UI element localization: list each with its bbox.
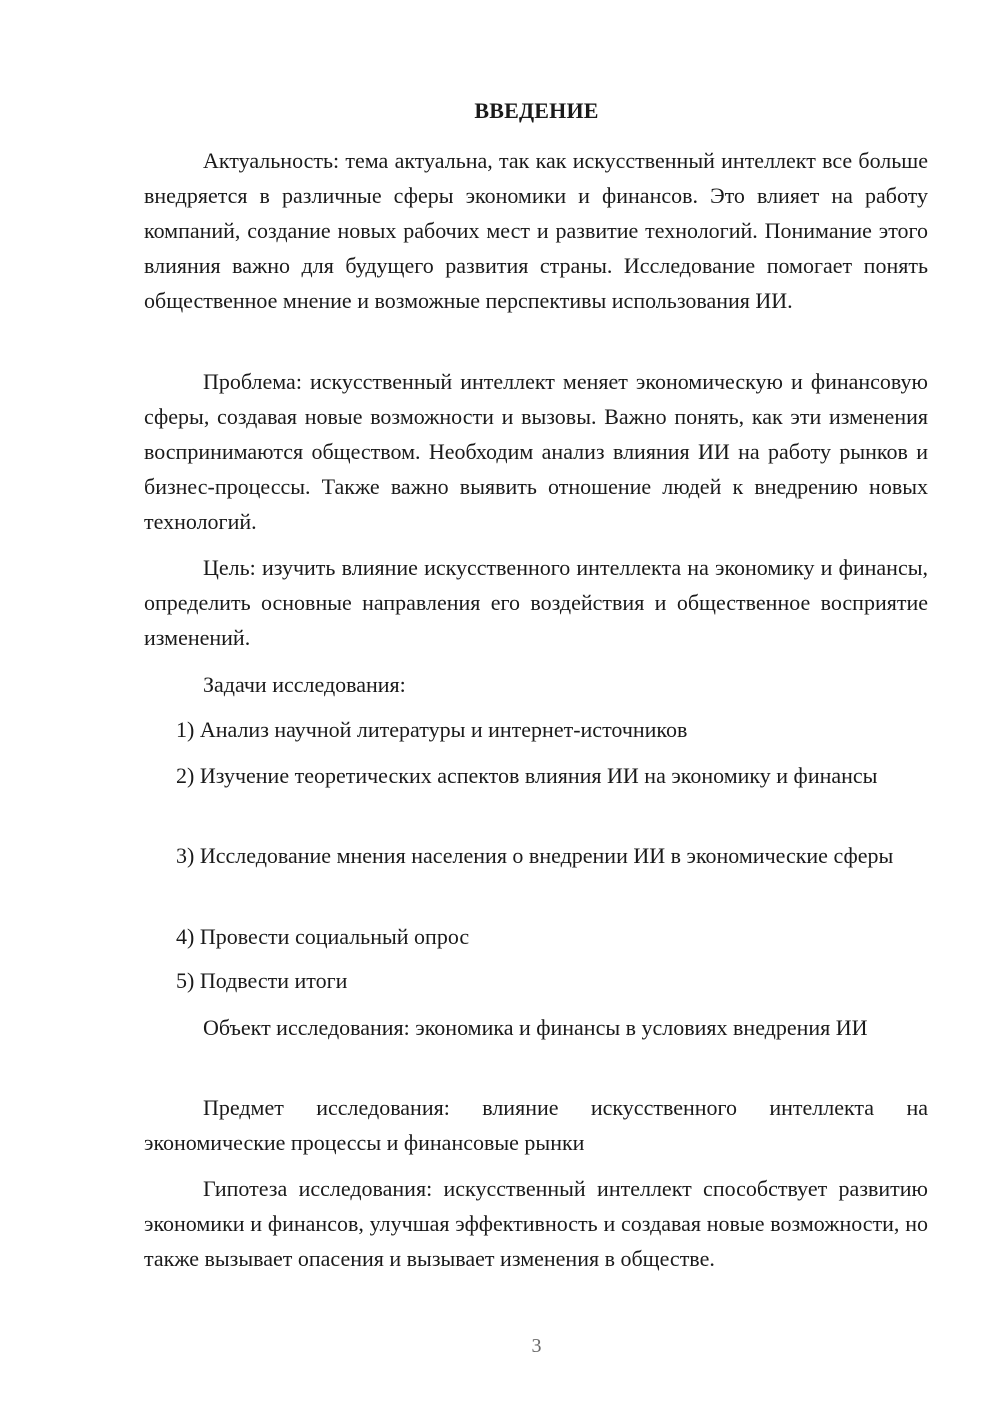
hypothesis-paragraph: Гипотеза исследования: искусственный интеллект способствует развитию экономики и финансов, улучшая эффективность и создавая новые возможности, но также вызывает опасения и вызывает изменения в обществе. <box>144 1176 928 1271</box>
task-item-2: 2) Изучение теоретических аспектов влияния ИИ на экономику и финансы <box>176 763 878 788</box>
subject-paragraph: Предмет исследования: влияние искусственного интеллекта на экономические процессы и финансовые рынки <box>144 1095 928 1155</box>
problem-paragraph: Проблема: искусственный интеллект меняет экономическую и финансовую сферы, создавая новые возможности и вызовы. Важно понять, как эти изменения воспринимаются обществом. Необходим анализ влияния ИИ на работу рынков и бизнес-процессы. Также важно выявить отношение людей к внедрению новых технологий. <box>144 369 928 534</box>
goal-paragraph: Цель: изучить влияние искусственного интеллекта на экономику и финансы, определить основные направления его воздействия и общественное восприятие изменений. <box>144 555 928 650</box>
task-item-4: 4) Провести социальный опрос <box>176 924 470 949</box>
object-paragraph: Объект исследования: экономика и финансы в условиях внедрения ИИ <box>203 1015 868 1040</box>
task-item-3: 3) Исследование мнения населения о внедрении ИИ в экономические сферы <box>176 843 894 868</box>
task-item-5: 5) Подвести итоги <box>176 968 348 993</box>
section-title: ВВЕДЕНИЕ <box>474 98 599 123</box>
tasks-heading: Задачи исследования: <box>203 672 406 697</box>
task-item-1: 1) Анализ научной литературы и интернет-источников <box>176 717 688 742</box>
relevance-paragraph: Актуальность: тема актуальна, так как искусственный интеллект все больше внедряется в различные сферы экономики и финансов. Это влияет на работу компаний, создание новых рабочих мест и развитие технологий. Понимание этого влияния важно для будущего развития страны. Исследование помогает понять общественное мнение и возможные перспективы использования ИИ. <box>144 148 928 313</box>
page-number: 3 <box>531 1335 542 1357</box>
